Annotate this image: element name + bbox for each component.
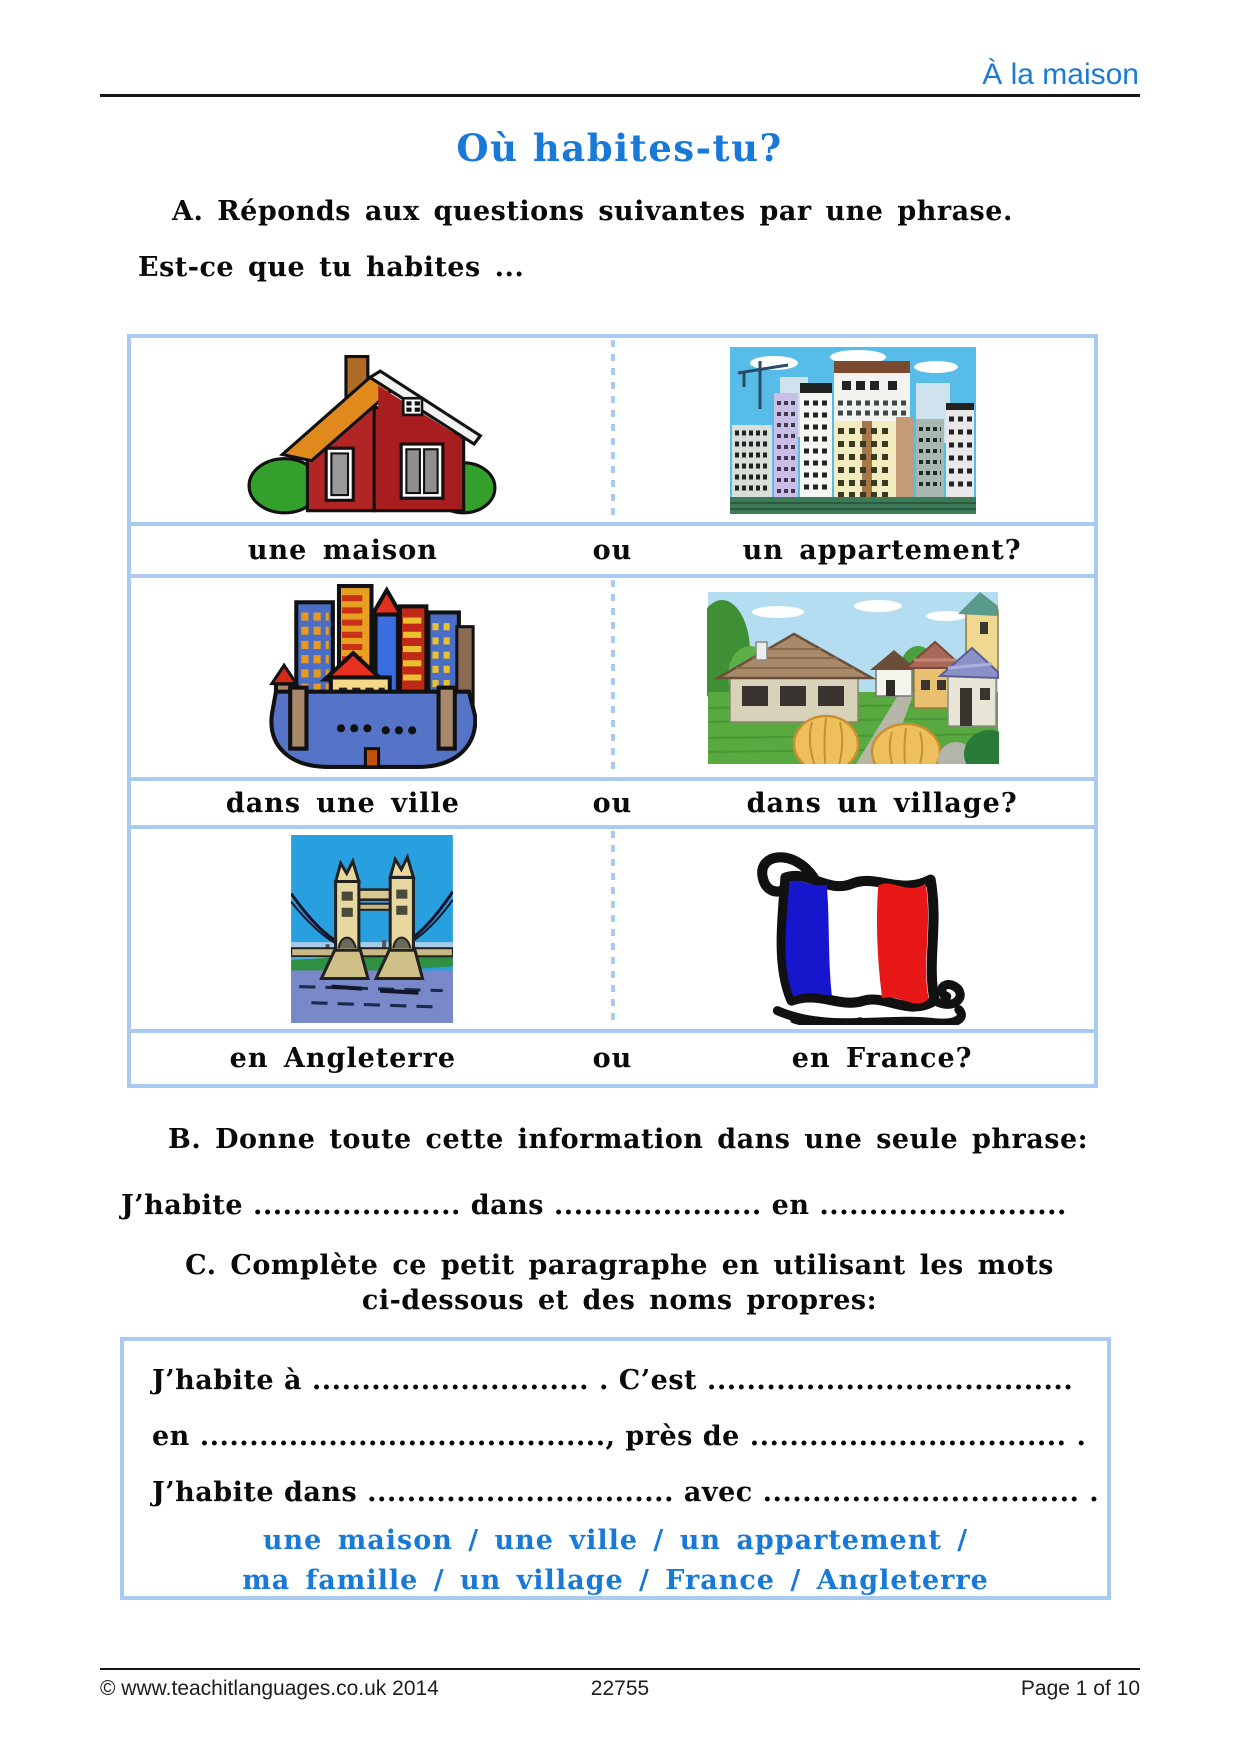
section-c-heading-line1: C. Complète ce petit paragraphe en utilisant les mots [185,1250,1054,1281]
footer-doc-id: 22755 [590,1677,650,1700]
caption-row-2 [131,777,1094,829]
section-b-fill-line: J’habite ..................... dans ..................... en ......................... [121,1190,1067,1221]
city-cell [131,578,613,777]
section-a-heading: A. Réponds aux questions suivantes par une phrase. [172,196,1013,227]
caption-connector: ou [592,787,633,819]
city-illustration [267,584,477,772]
column-divider [611,831,615,1027]
paragraph-line-2: en ........................................., près de ................................ . [152,1421,1087,1452]
house-illustration [247,344,497,516]
image-row-3 [131,829,1094,1029]
footer-copyright: © www.teachitlanguages.co.uk 2014 [100,1677,439,1700]
flag-cell [613,829,1095,1029]
page-title: Où habites-tu? [456,126,783,170]
footer-page-number: Page 1 of 10 [1020,1677,1141,1700]
section-a-prompt: Est-ce que tu habites ... [138,252,525,283]
village-illustration [707,592,999,764]
bridge-cell [131,829,613,1029]
word-bank-line-1: une maison / une ville / un appartement / [262,1525,969,1556]
apartments-cell [613,338,1095,522]
paragraph-line-1: J’habite à ............................ . C’est ..................................... [152,1365,1074,1396]
french-flag-illustration [727,833,979,1025]
village-cell [613,578,1095,777]
caption-right: un appartement? [742,534,1022,566]
caption-right: en France? [791,1043,973,1074]
question-table [127,334,1098,1088]
image-row-1 [131,338,1094,522]
caption-connector: ou [592,1043,633,1074]
page-header-label: À la maison [982,58,1139,91]
caption-row-1 [131,522,1094,578]
paragraph-line-3: J’habite dans ............................... avec ................................ . [152,1477,1100,1508]
image-row-2 [131,578,1094,777]
caption-left: dans une ville [225,787,460,819]
section-b-heading: B. Donne toute cette information dans une seule phrase: [168,1124,1089,1155]
caption-left: en Angleterre [229,1043,457,1074]
caption-right: dans un village? [746,787,1018,819]
column-divider [611,580,615,775]
header-rule [100,94,1140,97]
column-divider [611,340,615,520]
footer [100,1677,1140,1701]
footer-rule [100,1668,1140,1670]
word-bank-line-2: ma famille / un village / France / Angleterre [242,1565,989,1596]
caption-left: une maison [247,534,438,566]
paragraph-box [120,1337,1111,1600]
house-cell [131,338,613,522]
section-c-heading-line2: ci-dessous et des noms propres: [361,1285,878,1316]
apartments-illustration [730,347,976,514]
tower-bridge-illustration [291,835,453,1023]
caption-row-3 [131,1029,1094,1084]
caption-connector: ou [592,534,633,566]
